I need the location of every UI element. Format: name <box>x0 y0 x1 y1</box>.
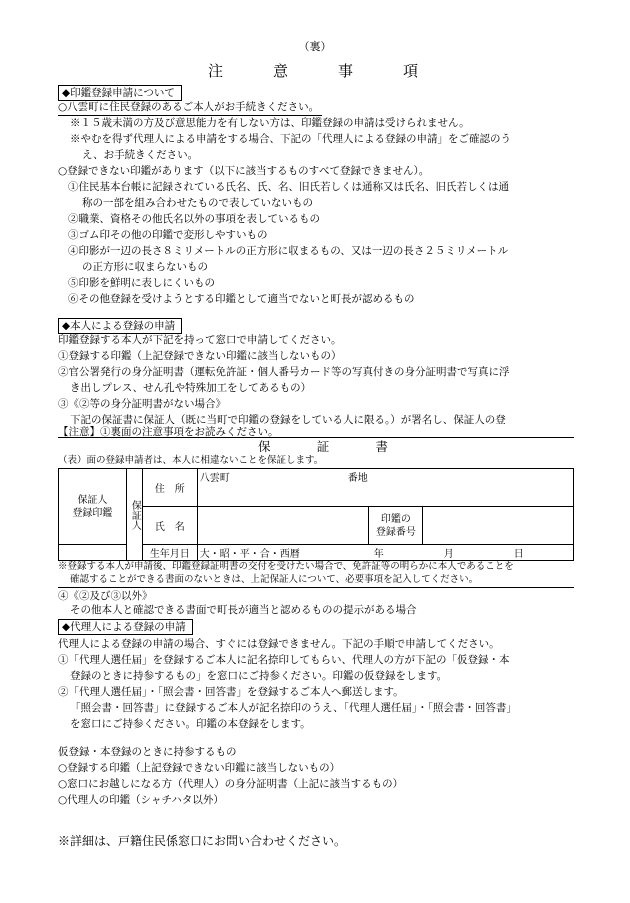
section-heading-seal-registration: ◆印鑑登録申請について <box>58 85 182 101</box>
guarantee-note-2: ※登録する本人が申請後、印鑑登録証明書の交付を受けたい場合で、免許証等の明らかに本人であることを <box>58 561 514 572</box>
text-line: え、お手続きください。 <box>82 149 199 161</box>
text-line: ③ゴム印その他の印鑑で変形しやすいもの <box>68 229 268 241</box>
title-char: 項 <box>402 62 418 80</box>
text-line: ②「代理人選任届」・「照会書・回答書」を登録するご本人へ郵送します。 <box>58 686 404 698</box>
era-options: 大・昭・平・合・西暦 <box>199 549 300 560</box>
year-label: 年 <box>373 549 384 560</box>
footer-note: ※詳細は、戸籍住民係窓口にお問い合わせください。 <box>58 834 347 848</box>
text-line: を窓口にご持参ください。印鑑の本登録をします。 <box>70 718 311 730</box>
birthdate-label: 生年月日 <box>142 545 197 561</box>
back-side-label: （裏） <box>298 40 332 53</box>
name-label: 氏 名 <box>142 507 197 545</box>
text-line: 【注意】①裏面の注意事項をお読みください。 <box>58 426 279 438</box>
text-line: 代理人による登録の申請の場合、すぐには登録できません。下記の手順で申請してください。 <box>58 638 500 650</box>
page-title <box>208 60 418 81</box>
section-heading-proxy-application: ◆代理人による登録の申請 <box>58 619 193 635</box>
text-line: ②職業、資格その他氏名以外の事項を表しているもの <box>68 213 320 225</box>
text-line: 下記の保証書に保証人（既に当町で印鑑の登録をしている人に限る。）が署名し、保証人の登 <box>70 414 506 426</box>
text-line: ○窓口にお越しになる方（代理人）の身分証明書（上記に該当するもの） <box>58 778 404 790</box>
text-line: の正方形に収まらないもの <box>82 261 208 273</box>
text-line: ○登録できない印鑑があります（以下に該当するものすべて登録できません）。 <box>58 165 430 177</box>
text-line: ①登録する印鑑（上記登録できない印鑑に該当しないもの） <box>58 350 342 362</box>
text-line: ④《②及び③以外》 <box>58 590 153 602</box>
text-line: ①「代理人選任届」を登録するご本人に記名捺印してもらい、代理人の方が下記の「仮登録・本 <box>58 654 510 666</box>
day-label: 日 <box>513 549 524 560</box>
address-field[interactable] <box>197 469 573 507</box>
text-line: ※やむを得ず代理人による申請をする場合、下記の「代理人による登録の申請」をご確認のう <box>70 133 511 145</box>
text-line: 仮登録・本登録のときに持参するもの <box>58 746 237 758</box>
text-line: ④印影が一辺の長さ８ミリメートルの正方形に収まるもの、又は一辺の長さ２５ミリメートル <box>68 245 509 257</box>
text-line: ①住民基本台帳に記録されている氏名、氏、名、旧氏若しくは通称又は氏名、旧氏若しくは通 <box>68 181 509 193</box>
address-banchi: 番地 <box>347 473 368 484</box>
registration-number-field[interactable] <box>423 507 574 545</box>
month-label: 月 <box>443 549 454 560</box>
title-char: 注 <box>208 62 224 80</box>
text-line: き出しプレス、せん孔や特殊加工をしてあるもの） <box>70 382 312 394</box>
text-line: ⑥その他登録を受けようとする印鑑として適当でないと町長が認めるもの <box>68 293 415 305</box>
text-line: 称の一部を組み合わせたもので表していないもの <box>82 197 313 209</box>
text-line: 印鑑登録する本人が下記を持って窓口で申請してください。 <box>58 334 342 346</box>
text-line: ⑤印影を鮮明に表しにくいもの <box>68 277 215 289</box>
text-line: ○登録する印鑑（上記登録できない印鑑に該当しないもの） <box>58 762 341 774</box>
text-line: ○八雲町に住民登録のあるご本人がお手続きください。 <box>58 99 322 116</box>
name-field[interactable] <box>197 507 369 545</box>
guarantee-note-2: 確認することができる書面のないときは、上記保証人について、必要事項を記入してください。 <box>70 574 479 585</box>
birthdate-field[interactable] <box>197 545 573 561</box>
guarantor-vertical-label: 保証人 <box>126 469 142 561</box>
title-char: 事 <box>337 62 353 80</box>
text-line: ③《②等の身分証明書がない場合》 <box>58 398 226 410</box>
text-line: 「照会書・回答書」に登録するご本人が記名捺印のうえ、「代理人選任届」・「照会書・回答書」 <box>70 702 517 714</box>
seal-impression-area[interactable] <box>59 545 127 561</box>
registration-number-label: 印鑑の 登録番号 <box>369 507 423 545</box>
text-line: ②官公署発行の身分証明書（運転免許証・個人番号カード等の写真付きの身分証明書で写真に浮 <box>58 366 510 378</box>
title-char: 書 <box>375 439 388 454</box>
text-line: ※１５歳未満の方及び意思能力を有しない方は、印鑑登録の申請は受けられません。 <box>70 117 470 129</box>
address-label: 住 所 <box>142 469 197 507</box>
text-line: ○代理人の印鑑（シャチハタ以外） <box>58 794 224 806</box>
guarantee-form <box>58 468 574 561</box>
guarantee-note: （表）面の登録申請者は、本人に相違ないことを保証します。 <box>58 455 324 466</box>
seal-label: 保証人 登録印鑑 <box>59 469 127 545</box>
guarantee-title <box>258 437 388 455</box>
text-line: その他本人と確認できる書面で町長が適当と認めるものの提示がある場合 <box>70 604 417 616</box>
section-heading-self-application: ◆本人による登録の申請 <box>58 318 182 334</box>
title-char: 意 <box>272 62 288 80</box>
title-char: 保 <box>258 439 271 454</box>
address-prefix: 八雲町 <box>199 473 230 484</box>
text-line: 登録のときに持参するもの」を窓口にご持参ください。印鑑の仮登録をします。 <box>70 670 448 682</box>
title-char: 証 <box>316 439 330 454</box>
